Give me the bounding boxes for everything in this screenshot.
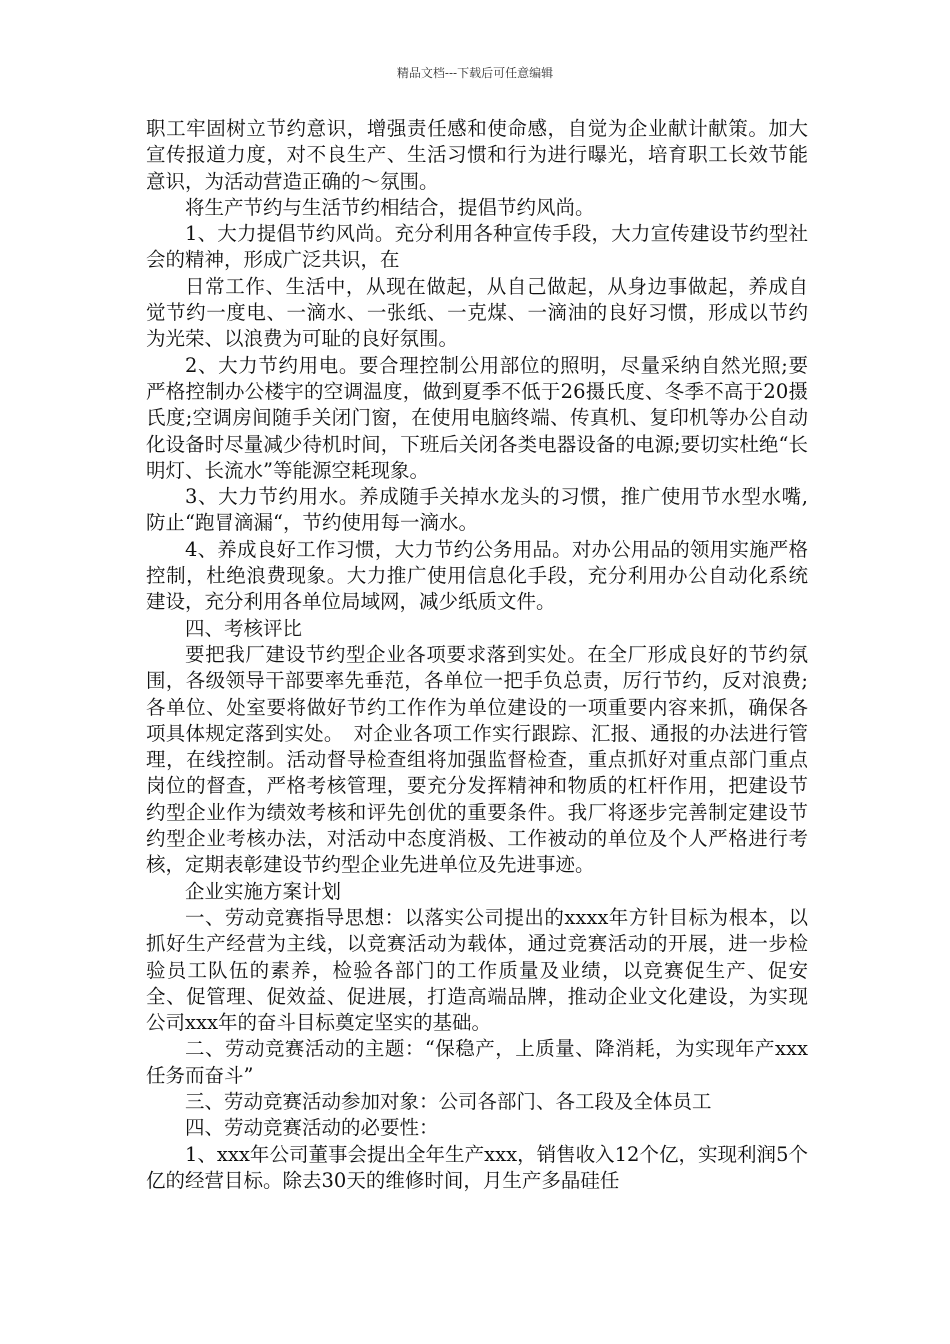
paragraph: 四、劳动竞赛活动的必要性：: [185, 1116, 439, 1140]
paragraph: 1、大力提倡节约风尚。充分利用各种宣传手段，大力宣传建设节约型社会的精神，形成广泛共识，在: [146, 222, 808, 272]
paragraph: 3、大力节约用水。养成随手关掉水龙头的习惯，推广使用节水型水嘴,防止“跑冒滴漏“，节约使用每一滴水。: [146, 485, 808, 535]
paragraph: 日常工作、生活中，从现在做起，从自己做起，从身边事做起，养成自觉节约一度电、一滴水、一张纸、一克煤、一滴油的良好习惯，形成以节约为光荣、以浪费为可耻的良好氛围。: [146, 274, 808, 351]
paragraph: 将生产节约与生活节约相结合，提倡节约风尚。: [185, 195, 595, 219]
section-heading: 四、考核评比: [185, 616, 303, 640]
paragraph: 三、劳动竞赛活动参加对象：公司各部门、各工段及全体员工: [185, 1089, 712, 1113]
paragraph: 职工牢固树立节约意识，增强责任感和使命感，自觉为企业献计献策。加大宣传报道力度，对不良生产、生活习惯和行为进行曝光，培育职工长效节能意识，为活动营造正确的～氛围。: [146, 117, 808, 193]
paragraph: 要把我厂建设节约型企业各项要求落到实处。在全厂形成良好的节约氛围，各级领导干部要率先垂范，各单位一把手负总责，厉行节约，反对浪费;各单位、处室要将做好节约工作作为单位建设的一项重要内容来抓，确保各项具体规定落到实处。 对企业各项工作实行跟踪、汇报、通报的办法进行管理，在线控制。活动督导检查组将加强监督检查，重点抓好对重点部门重点岗位的督查，严格考核管理，要充分发挥精神和物质的杠杆作用，把建设节约型企业作为绩效考核和评先创优的重要条件。我厂将逐步完善制定建设节约型企业考核办法，对活动中态度消极、工作被动的单位及个人严格进行考核，定期表彰建设节约型企业先进单位及先进事迹。: [146, 642, 808, 877]
page-header: 精品文档---下载后可任意编辑: [396, 66, 554, 80]
document-body: [146, 116, 808, 1194]
paragraph: 一、劳动竞赛指导思想：以落实公司提出的xxxx年方针目标为根本，以抓好生产经营为主线，以竞赛活动为载体，通过竞赛活动的开展，进一步检验员工队伍的素养，检验各部门的工作质量及业绩，以竞赛促生产、促安全、促管理、促效益、促进展，打造高端品牌，推动企业文化建设，为实现公司xxx年的奋斗目标奠定坚实的基础。: [146, 905, 808, 1035]
paragraph: 2、大力节约用电。要合理控制公用部位的照明，尽量采纳自然光照;要严格控制办公楼宇的空调温度，做到夏季不低于26摄氏度、冬季不高于20摄氏度;空调房间随手关闭门窗，在使用电脑终端、传真机、复印机等办公自动化设备时尽量减少待机时间，下班后关闭各类电器设备的电源;要切实杜绝“长明灯、长流水”等能源空耗现象。: [146, 353, 808, 482]
paragraph: 二、劳动竞赛活动的主题：“保稳产，上质量、降消耗，为实现年产xxx任务而奋斗”: [146, 1037, 808, 1087]
paragraph: 4、养成良好工作习惯，大力节约公务用品。对办公用品的领用实施严格控制，杜绝浪费现象。大力推广使用信息化手段，充分利用办公自动化系统建设，充分利用各单位局域网，减少纸质文件。: [146, 537, 808, 614]
paragraph: 1、xxx年公司董事会提出全年生产xxx，销售收入12个亿，实现利润5个亿的经营目标。除去30天的维修时间，月生产多晶硅任: [146, 1142, 808, 1192]
section-heading: 企业实施方案计划: [185, 879, 342, 903]
